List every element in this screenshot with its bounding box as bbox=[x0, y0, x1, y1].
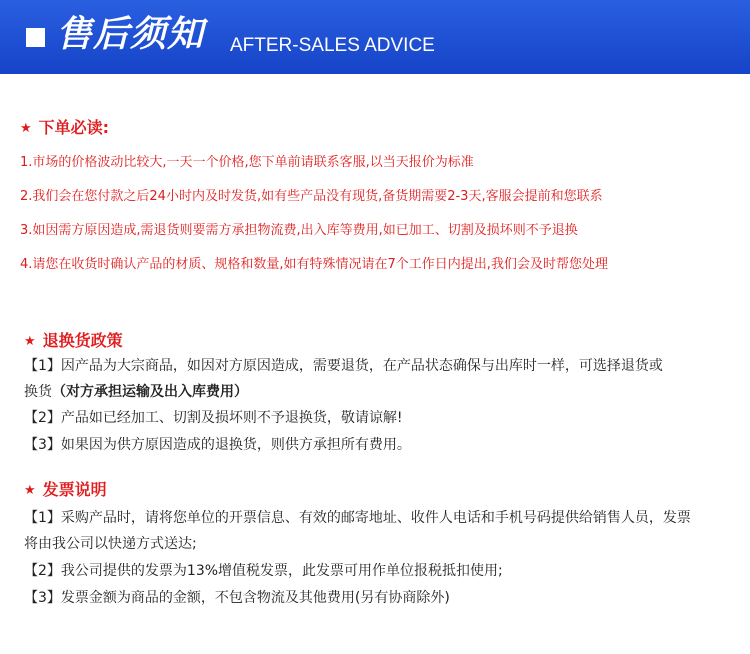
header-banner bbox=[0, 0, 750, 70]
notice-item-1: 1.市场的价格波动比较大,一天一个价格,您下单前请联系客服,以当天报价为标准 bbox=[20, 155, 474, 170]
star-icon: ★ bbox=[24, 483, 36, 498]
notice-item-2: 2.我们会在您付款之后24小时内及时发货,如有些产品没有现货,备货期需要2-3天,客服会提前和您联系 bbox=[20, 189, 603, 204]
square-icon bbox=[26, 28, 45, 47]
invoice-item-2: 【2】我公司提供的发票为13%增值税发票，此发票可用作单位报税抵扣使用; bbox=[24, 563, 503, 579]
invoice-item-3: 【3】发票金额为商品的金额，不包含物流及其他费用(另有协商除外) bbox=[24, 590, 450, 606]
star-icon: ★ bbox=[24, 334, 36, 349]
return-item-1-line-2: 换货（对方承担运输及出入库费用） bbox=[24, 384, 248, 400]
return-item-1-line-1: 【1】因产品为大宗商品，如因对方原因造成，需要退货，在产品状态确保与出库时一样，可选择退货或 bbox=[24, 358, 663, 374]
invoice-item-1-line-1: 【1】采购产品时，请将您单位的开票信息、有效的邮寄地址、收件人电话和手机号码提供给销售人员，发票 bbox=[24, 510, 691, 526]
banner-underline bbox=[0, 70, 750, 74]
banner-title: 售后须知 bbox=[56, 14, 205, 55]
notice-item-3: 3.如因需方原因造成,需退货则要需方承担物流费,出入库等费用,如已加工、切割及损坏则不予退换 bbox=[20, 223, 578, 238]
return-item-3: 【3】如果因为供方原因造成的退换货，则供方承担所有费用。 bbox=[24, 437, 411, 453]
section-heading-must-read: ★ 下单必读: bbox=[20, 118, 110, 137]
banner-subtitle: AFTER-SALES ADVICE bbox=[230, 35, 435, 56]
invoice-item-1-line-2: 将由我公司以快递方式送达; bbox=[24, 536, 197, 552]
section-heading-return-policy: ★ 退换货政策 bbox=[24, 331, 123, 350]
notice-item-4: 4.请您在收货时确认产品的材质、规格和数量,如有特殊情况请在7个工作日内提出,我们会及时帮您处理 bbox=[20, 257, 608, 272]
star-icon: ★ bbox=[20, 121, 32, 136]
return-item-2: 【2】产品如已经加工、切割及损坏则不予退换货，敬请谅解! bbox=[24, 410, 403, 426]
section-heading-invoice: ★ 发票说明 bbox=[24, 480, 107, 499]
